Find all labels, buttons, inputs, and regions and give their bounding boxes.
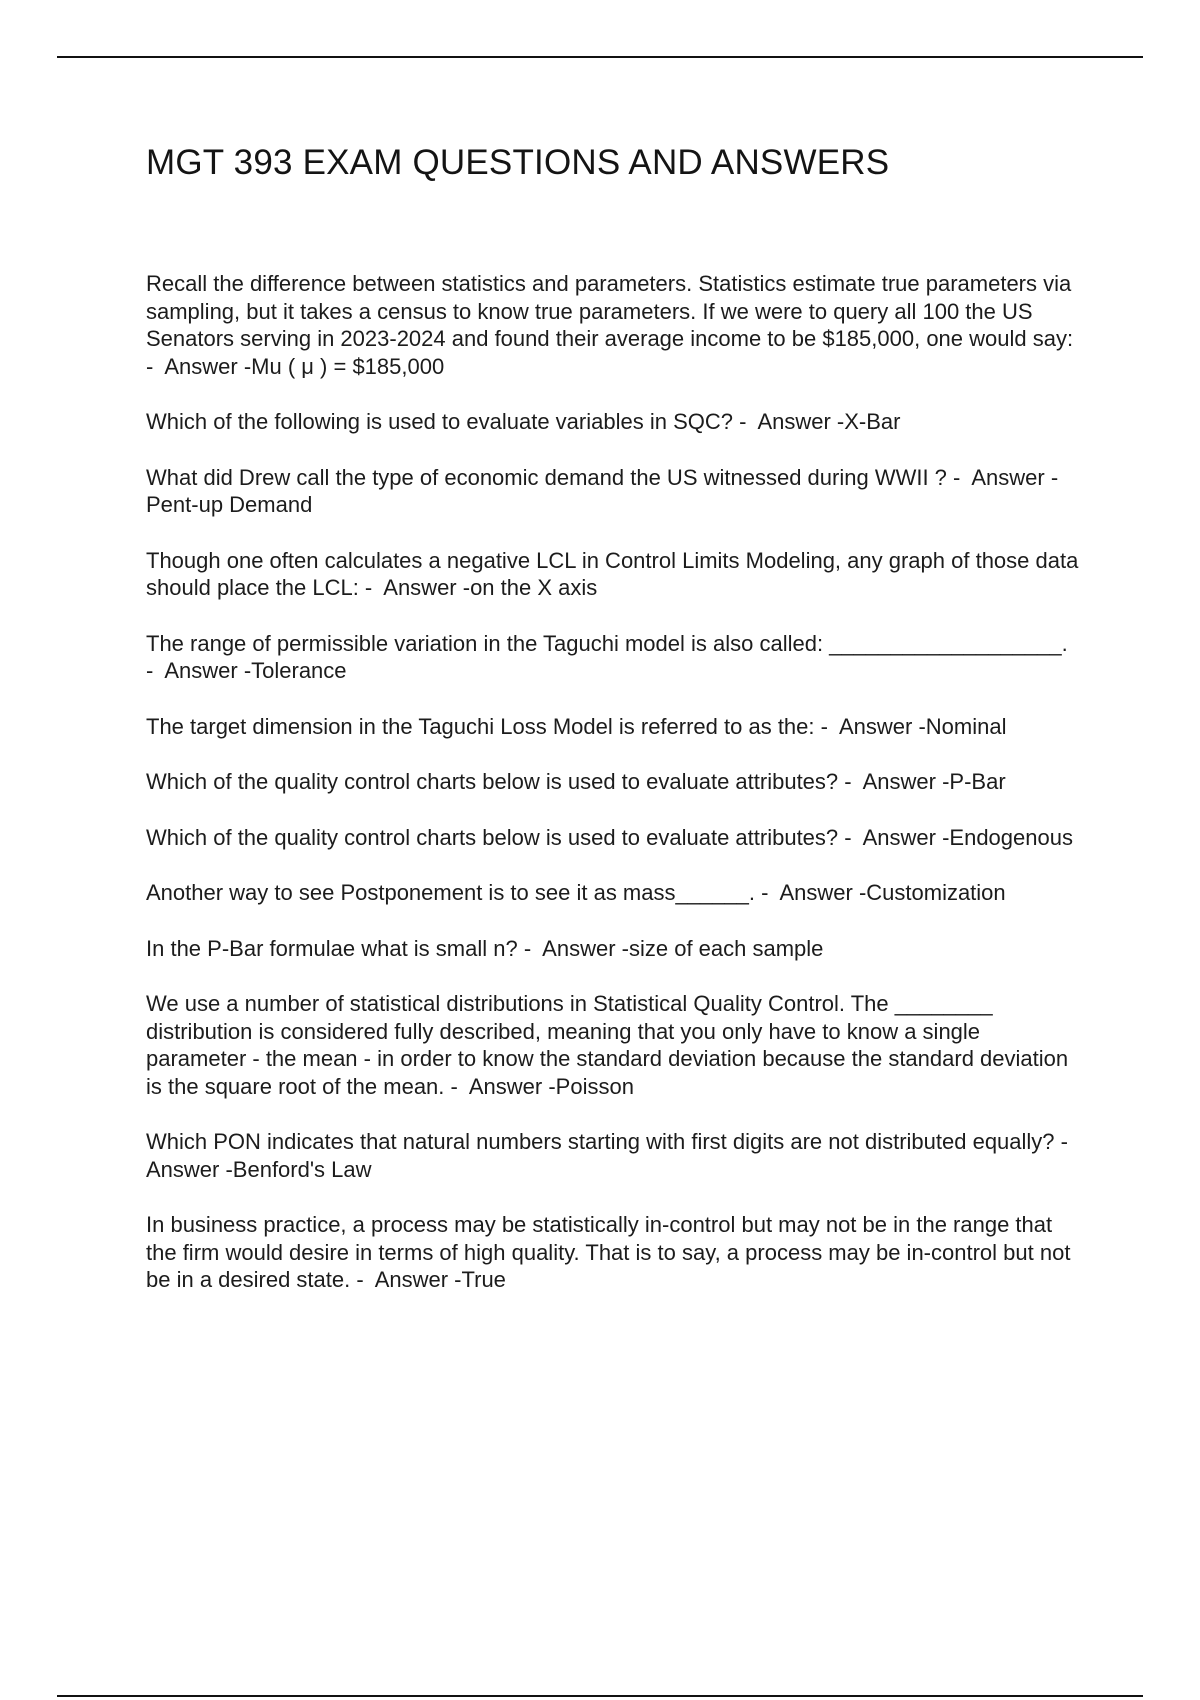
answer-text: Answer -Customization	[779, 880, 1006, 905]
qa-item	[146, 713, 1081, 741]
question-text: Recall the difference between statistics and parameters. Statistics estimate true parameters via sampling, but it takes a census to know true parameters. If we were to query all 100 the US Senators serving in 2023-2024 and found their average income to be $185,000, one would say: -	[146, 271, 1080, 379]
qa-item	[146, 990, 1081, 1100]
question-text: In the P-Bar formulae what is small n? -	[146, 935, 543, 961]
qa-list	[146, 270, 1085, 1322]
answer-text: Answer -Benford's Law	[146, 1156, 372, 1182]
answer-text: Answer -Pent-up Demand	[146, 464, 1059, 517]
qa-item	[146, 1211, 1081, 1294]
question-text: Which PON indicates that natural numbers starting with first digits are not distributed equally? -	[146, 1129, 1079, 1154]
answer-text: Answer -P-Bar	[862, 769, 1006, 794]
qa-item	[146, 879, 1081, 907]
answer-text: Answer -Tolerance	[164, 658, 347, 683]
top-rule	[57, 56, 1143, 58]
question-text: Which of the quality control charts below is used to evaluate attributes? -	[146, 769, 863, 794]
question-text: Which of the quality control charts below is used to evaluate attributes? -	[146, 824, 863, 850]
question-text: We use a number of statistical distributions in Statistical Quality Control. The ________ distribution is considered fully described, meaning that you only have to know a single parameter - the mean - in order to know the standard deviation because the standard deviation is the square root of the mean. -	[146, 991, 1075, 1099]
bottom-rule	[57, 1695, 1143, 1697]
question-text: Another way to see Postponement is to see it as mass______. -	[146, 880, 780, 905]
qa-item	[146, 768, 1081, 796]
question-text: In business practice, a process may be statistically in-control but may not be in the range that the firm would desire in terms of high quality. That is to say, a process may be in-control but not be in a desired state. -	[146, 1212, 1077, 1292]
qa-item	[146, 547, 1085, 602]
answer-text: Answer -Endogenous	[862, 824, 1073, 850]
qa-item	[146, 1128, 1081, 1183]
qa-item	[146, 824, 1081, 852]
answer-text: Answer -True	[374, 1267, 506, 1292]
document-title: MGT 393 EXAM QUESTIONS AND ANSWERS	[146, 143, 890, 182]
answer-text: Answer -on the X axis	[383, 575, 598, 600]
question-text: The range of permissible variation in the Taguchi model is also called: ___________________. -	[146, 630, 1074, 683]
qa-item	[146, 408, 1081, 436]
answer-text: Answer -Mu ( μ ) = $185,000	[164, 353, 445, 379]
question-text: Though one often calculates a negative LCL in Control Limits Modeling, any graph of those data should place the LCL: -	[146, 547, 1085, 600]
answer-text: Answer -size of each sample	[542, 935, 824, 961]
qa-item	[146, 935, 1081, 963]
qa-item	[146, 630, 1081, 685]
question-text: Which of the following is used to evaluate variables in SQC? -	[146, 409, 758, 434]
answer-text: Answer -Nominal	[838, 713, 1007, 739]
qa-item	[146, 270, 1081, 380]
question-text: What did Drew call the type of economic demand the US witnessed during WWII ? -	[146, 464, 972, 490]
qa-item	[146, 464, 1081, 519]
answer-text: Answer -Poisson	[468, 1073, 634, 1099]
answer-text: Answer -X-Bar	[757, 409, 901, 434]
question-text: The target dimension in the Taguchi Loss Model is referred to as the: -	[146, 713, 839, 739]
